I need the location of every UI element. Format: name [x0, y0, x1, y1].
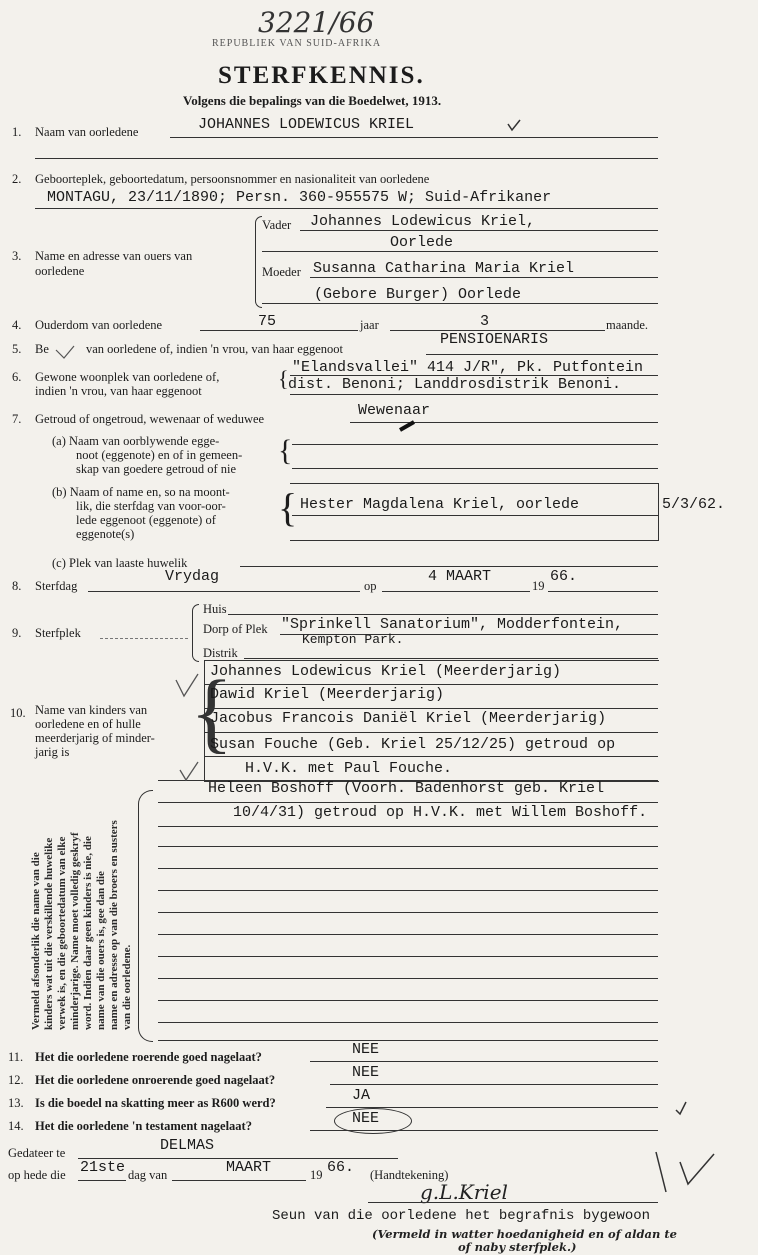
q4-months: 3: [480, 313, 490, 330]
q14-number: 14.: [8, 1119, 24, 1133]
q6-label-1: Gewone woonplek van oorledene of,: [35, 370, 220, 384]
header-republic: REPUBLIEK VAN SUID-AFRIKA: [212, 38, 382, 49]
q7-label: Getroud of ongetroud, wewenaar of weduwee: [35, 412, 265, 426]
q3-moeder-2: (Gebore Burger) Oorlede: [314, 286, 522, 303]
child-3: Jacobus Francois Daniël Kriel (Meerderjarig): [210, 710, 607, 727]
child-6: Heleen Boshoff (Voorh. Badenhorst geb. Kriel: [208, 780, 605, 797]
q7-a-3: skap van goedere getroud of nie: [76, 462, 237, 476]
q9-dorp: Dorp of Plek: [203, 622, 268, 636]
q8-number: 8.: [12, 579, 22, 593]
q14-label: Het die oorledene 'n testament nagelaat?: [35, 1119, 252, 1133]
q8-year: 66.: [550, 568, 578, 585]
q3-label-2: oorledene: [35, 264, 85, 278]
handtekening-label: (Handtekening): [370, 1168, 449, 1182]
footer-year: 66.: [327, 1159, 355, 1176]
q10-number: 10.: [10, 706, 26, 720]
q9-value-2: Kempton Park.: [302, 632, 404, 647]
q7-value: Wewenaar: [358, 402, 431, 419]
q10-label-1: Name van kinders van: [35, 703, 148, 717]
child-1: Johannes Lodewicus Kriel (Meerderjarig): [210, 663, 562, 680]
q9-distrik: Distrik: [203, 646, 238, 660]
q9-label: Sterfplek: [35, 626, 81, 640]
q11-value: NEE: [352, 1041, 380, 1058]
q12-label: Het die oorledene onroerende goed nagelaat?: [35, 1073, 276, 1087]
side-note-6: name van die ouers is, gee dan die: [95, 871, 107, 1030]
q3-moeder-1: Susanna Catharina Maria Kriel: [313, 260, 575, 277]
child-2: Dawid Kriel (Meerderjarig): [210, 686, 445, 703]
q5-label-b: van oorledene of, indien 'n vrou, van haar eggenoot: [86, 342, 344, 356]
side-note-3: verwek is, en die geboortedatum van elke: [56, 836, 68, 1030]
q7-a-1: (a) Naam van oorblywende egge-: [52, 434, 220, 448]
q7-b-4: eggenote(s): [76, 527, 135, 541]
q3-moeder-label: Moeder: [262, 265, 301, 279]
q8-date: 4 MAART: [428, 568, 492, 585]
q6-label-2: indien 'n vrou, van haar eggenoot: [35, 384, 202, 398]
q3-label-1: Name en adresse van ouers van: [35, 249, 193, 263]
q8-label: Sterfdag: [35, 579, 78, 593]
q11-number: 11.: [8, 1050, 24, 1064]
capacity-note-1: (Vermeld in watter hoedanigheid en of aldan te: [372, 1227, 677, 1241]
footer-month: MAART: [226, 1159, 272, 1176]
q9-number: 9.: [12, 626, 22, 640]
side-note-4: minderjarige. Name moet volledig geskryf: [69, 832, 81, 1030]
q5-number: 5.: [12, 342, 22, 356]
gedateer-place: DELMAS: [160, 1137, 215, 1154]
dag-van-label: dag van: [128, 1168, 168, 1182]
q10-label-3: meerderjarig of minder-: [35, 731, 155, 745]
q10-label-2: oorledene en of hulle: [35, 717, 141, 731]
q7-a-2: noot (eggenote) en of in gemeen-: [76, 448, 243, 462]
q2-value: MONTAGU, 23/11/1890; Persn. 360-955575 W; Suid-Afrikaner: [47, 189, 552, 206]
q6-value-2: dist. Benoni; Landdrosdistrik Benoni.: [288, 376, 622, 393]
q2-label: Geboorteplek, geboortedatum, persoonsnommer en nasionaliteit van oorledene: [35, 172, 430, 186]
q3-vader-1: Johannes Lodewicus Kriel,: [310, 213, 536, 230]
capacity-note-2: of naby sterfplek.): [458, 1240, 577, 1254]
q13-number: 13.: [8, 1096, 24, 1110]
gedateer-label: Gedateer te: [8, 1146, 66, 1160]
side-note-1: Vermeld afsonderlik die name van die: [30, 852, 42, 1030]
form-title: STERFKENNIS.: [218, 62, 425, 89]
q1-number: 1.: [12, 125, 22, 139]
q6-value-1: "Elandsvallei" 414 J/R", Pk. Putfontein: [292, 359, 644, 376]
q8-op: op: [364, 579, 377, 593]
side-note-5: word. Indien daar geen kinders is nie, die: [82, 836, 94, 1030]
q5-label-a: Be: [35, 342, 49, 356]
q12-value: NEE: [352, 1064, 380, 1081]
q4-number: 4.: [12, 318, 22, 332]
q3-vader-2: Oorlede: [390, 234, 454, 251]
q3-number: 3.: [12, 249, 22, 263]
q1-label: Naam van oorledene: [35, 125, 139, 139]
child-7: 10/4/31) getroud op H.V.K. met Willem Boshoff.: [233, 804, 648, 821]
side-note-7: name en adresse op van die broers en susters: [108, 820, 120, 1030]
capacity-value: Seun van die oorledene het begrafnis bygewoon: [272, 1208, 651, 1224]
q8-day: Vrydag: [165, 568, 220, 585]
side-note-2: kinders wat uit die verskillende huwelike: [43, 837, 55, 1030]
q14-value: NEE: [352, 1110, 380, 1127]
form-subtitle: Volgens die bepalings van die Boedelwet, 1913.: [183, 93, 442, 108]
q4-years: 75: [258, 313, 277, 330]
q1-value: JOHANNES LODEWICUS KRIEL: [198, 116, 415, 133]
child-4: Susan Fouche (Geb. Kriel 25/12/25) getroud op: [210, 736, 616, 753]
q6-number: 6.: [12, 370, 22, 384]
q11-label: Het die oorledene roerende goed nagelaat?: [35, 1050, 262, 1064]
reference-number: 3221/66: [258, 6, 375, 39]
child-5: H.V.K. met Paul Fouche.: [245, 760, 453, 777]
q13-value: JA: [352, 1087, 371, 1104]
q9-value-1: "Sprinkell Sanatorium", Modderfontein,: [281, 616, 624, 633]
q2-number: 2.: [12, 172, 22, 186]
q7-b-1: (b) Naam of name en, so na moont-: [52, 485, 230, 499]
q12-number: 12.: [8, 1073, 24, 1087]
q7-b-2: lik, die sterfdag van voor-oor-: [76, 499, 226, 513]
side-note-8: van die oorledene.: [121, 944, 133, 1030]
q4-years-label: jaar: [360, 318, 379, 332]
q5-value: PENSIOENARIS: [440, 331, 549, 348]
q7-b-value: Hester Magdalena Kriel, oorlede: [300, 496, 580, 513]
footer-year-prefix: 19: [310, 1168, 323, 1182]
footer-day: 21ste: [80, 1159, 126, 1176]
q7-b-date: 5/3/62.: [662, 496, 726, 513]
op-hede-label: op hede die: [8, 1168, 66, 1182]
q4-months-label: maande.: [606, 318, 648, 332]
q4-label: Ouderdom van oorledene: [35, 318, 163, 332]
q7-b-3: lede eggenoot (eggenote) of: [76, 513, 216, 527]
signature: g.L.Kriel: [420, 1180, 508, 1204]
q10-label-4: jarig is: [35, 745, 70, 759]
q7-number: 7.: [12, 412, 22, 426]
q13-label: Is die boedel na skatting meer as R600 werd?: [35, 1096, 276, 1110]
q3-vader-label: Vader: [262, 218, 292, 232]
q9-huis: Huis: [203, 602, 227, 616]
q7-c: (c) Plek van laaste huwelik: [52, 556, 188, 570]
q8-year-prefix: 19: [532, 579, 545, 593]
